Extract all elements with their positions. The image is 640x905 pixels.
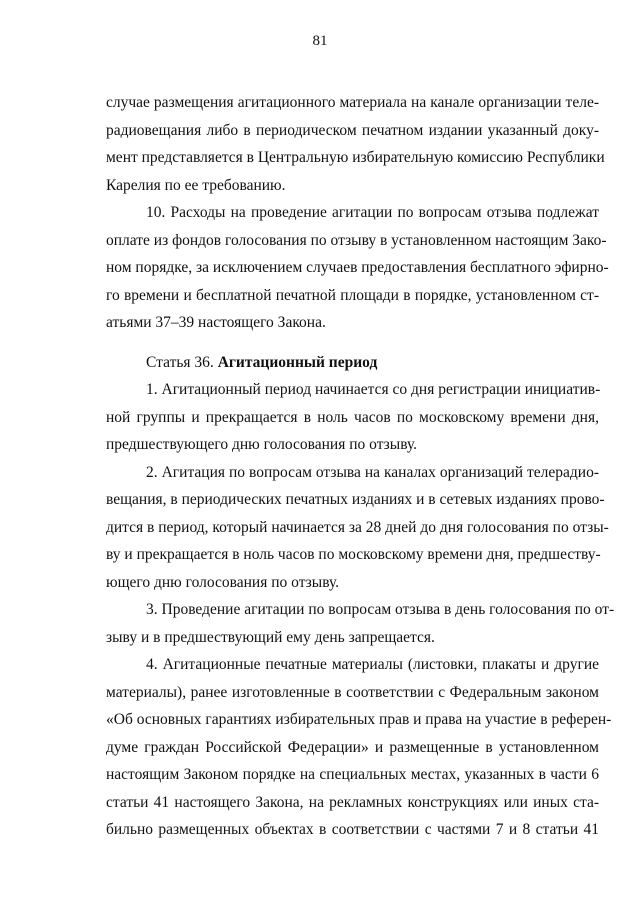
section-gap (106, 337, 599, 349)
body-text (106, 89, 615, 844)
text-line: материалы), ранее изготовленные в соответствии с Федеральным законом (106, 683, 599, 701)
paragraph (106, 89, 605, 199)
text-line: ной группы и прекращается в ноль часов по московскому времени дня, (106, 408, 599, 426)
text-line: 3. Проведение агитации по вопросам отзыва в день голосования по от- (146, 601, 615, 618)
text-line: дится в период, который начинается за 28 дней до дня голосования по отзы- (106, 518, 609, 536)
paragraph (106, 376, 599, 459)
text-line: мент представляется в Центральную избирательную комиссию Республики (106, 149, 605, 166)
text-line: 1. Агитационный период начинается со дня регистрации инициатив- (146, 381, 601, 398)
text-line: вещания, в периодических печатных изданиях и в сетевых изданиях прово- (106, 491, 605, 508)
paragraph (106, 459, 609, 597)
text-line: 4. Агитационные печатные материалы (листовки, плакаты и другие (146, 656, 599, 673)
text-line: оплате из фондов голосования по отзыву в установленном настоящим Зако- (106, 231, 607, 249)
text-line: 2. Агитация по вопросам отзыва на каналах организаций телерадио- (146, 463, 599, 481)
text-line: атьями 37–39 настоящего Закона. (106, 314, 326, 331)
text-line: 10. Расходы на проведение агитации по вопросам отзыва подлежат (146, 204, 599, 221)
text-line: ном порядке, за исключением случаев предоставления бесплатного эфирно- (106, 259, 609, 276)
text-line: Карелия по ее требованию. (106, 176, 286, 194)
text-line: случае размещения агитационного материала на канале организации теле- (106, 94, 599, 111)
text-line: зыву и в предшествующий ему день запрещается. (106, 628, 435, 646)
text-line: «Об основных гарантиях избирательных прав и права на участие в референ- (106, 711, 612, 728)
article-label: Статья 36. (146, 353, 214, 371)
article-title: Агитационный период (217, 353, 378, 371)
text-line: настоящим Законом порядке на специальных местах, указанных в части 6 (106, 766, 599, 783)
text-line: ву и прекращается в ноль часов по московскому времени дня, предшеству- (106, 546, 601, 563)
paragraph (106, 596, 615, 651)
paragraph (106, 651, 612, 844)
text-line: статьи 41 настоящего Закона, на рекламных конструкциях или иных ста- (106, 793, 599, 811)
text-line: думе граждан Российской Федерации» и размещенные в установленном (106, 738, 599, 756)
text-line: радиовещания либо в периодическом печатном издании указанный доку- (106, 121, 599, 139)
page-number: 81 (312, 33, 328, 49)
text-line: предшествующего дню голосования по отзыву. (106, 436, 418, 453)
text-line: го времени и бесплатной печатной площади в порядке, установленном ст- (106, 286, 599, 304)
article-heading (106, 349, 599, 377)
text-line: ющего дню голосования по отзыву. (106, 573, 340, 591)
paragraph (106, 199, 609, 337)
text-line: бильно размещенных объектах в соответствии с частями 7 и 8 статьи 41 (106, 821, 599, 838)
